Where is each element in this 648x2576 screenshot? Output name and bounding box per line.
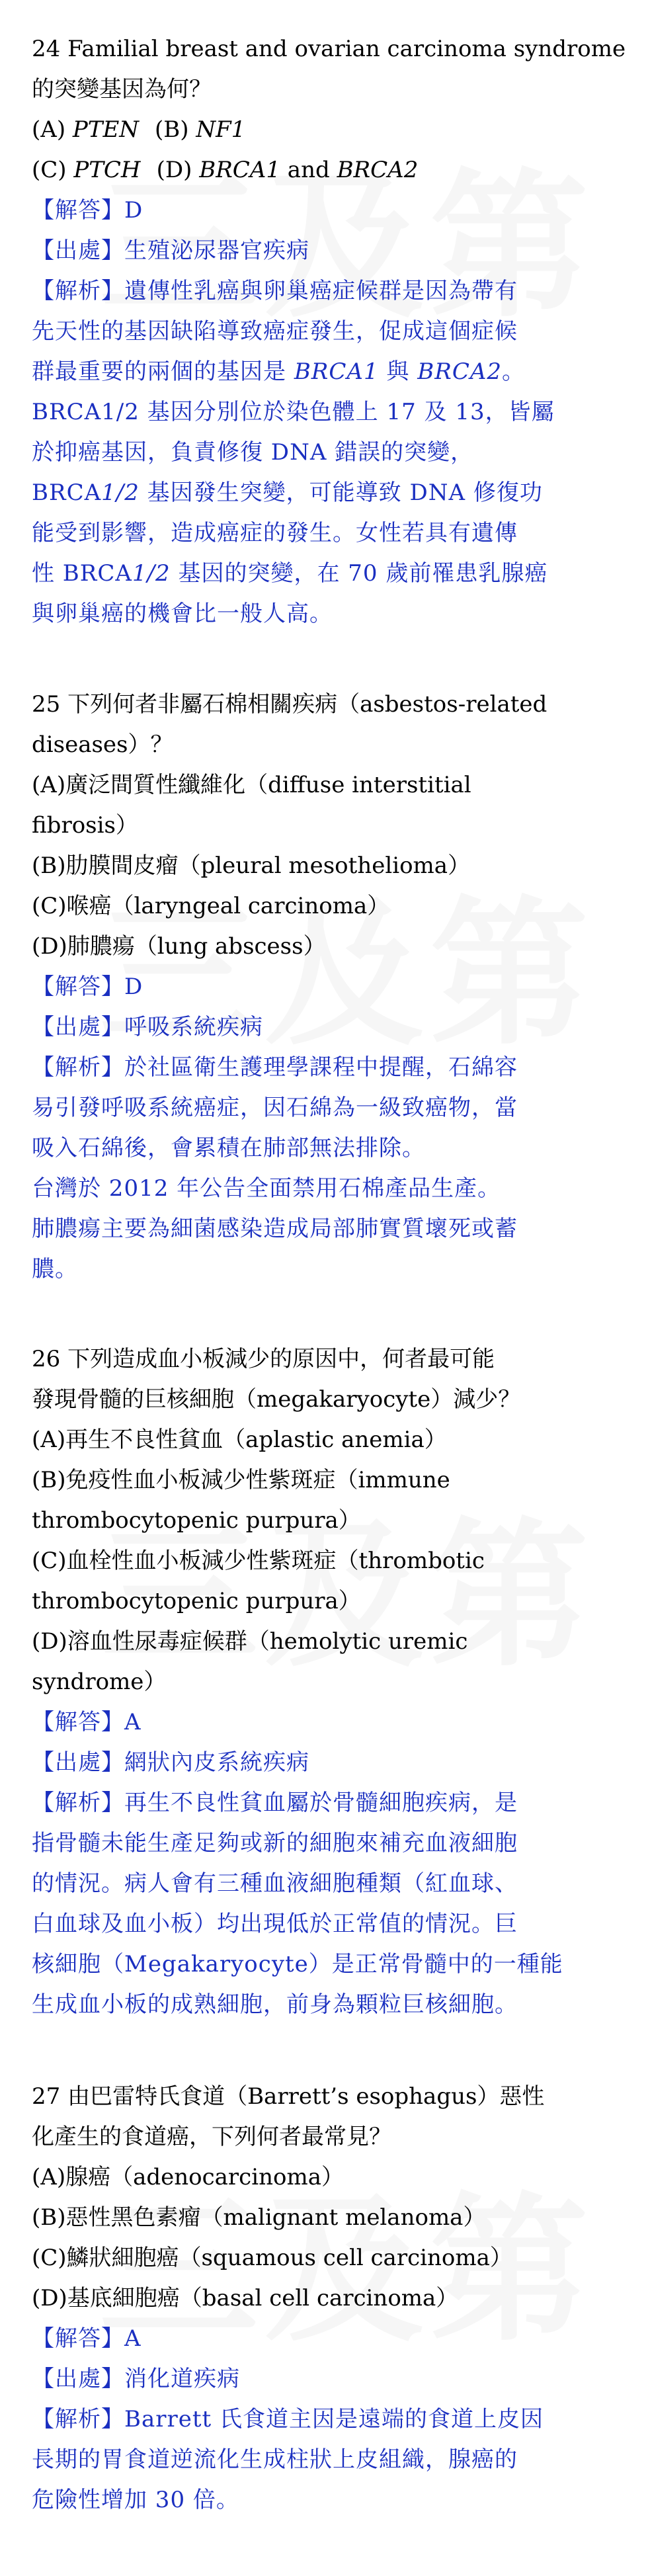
question-text: 26 下列造成血小板減少的原因中，何者最可能 xyxy=(32,1346,495,1372)
question-25 xyxy=(32,685,627,1290)
explanation-line: 於抑癌基因，負責修復 DNA 錯誤的突變， xyxy=(32,439,474,466)
explanation-line: 與卵巢癌的機會比一般人高。 xyxy=(32,601,333,627)
option-a: fibrosis） xyxy=(32,812,138,839)
explanation-line: 群最重要的兩個的基因是 BRCA1 與 BRCA2。 xyxy=(32,358,526,385)
option-a: (A) PTEN xyxy=(32,116,140,143)
explanation-line: 指骨髓未能生產足夠或新的細胞來補充血液細胞 xyxy=(32,1830,518,1856)
explanation-line: 的情況。病人會有三種血液細胞種類（紅血球、 xyxy=(32,1870,518,1897)
option-c: (C)血栓性血小板減少性紫斑症（thrombotic xyxy=(32,1548,485,1574)
explanation-line: 易引發呼吸系統癌症，因石綿為一級致癌物，當 xyxy=(32,1095,518,1121)
explanation-line: 性 BRCA1/2 基因的突變，在 70 歲前罹患乳腺癌 xyxy=(32,560,548,587)
explanation-line: 吸入石綿後，會累積在肺部無法排除。 xyxy=(32,1135,425,1161)
question-26 xyxy=(32,1339,627,2025)
question-text: 化產生的食道癌，下列何者最常見？ xyxy=(32,2124,391,2150)
option-d: (D)溶血性尿毒症候群（hemolytic uremic xyxy=(32,1628,468,1655)
option-b: thrombocytopenic purpura） xyxy=(32,1507,361,1534)
source: 【出處】生殖泌尿器官疾病 xyxy=(32,237,309,264)
explanation-line: 核細胞（Megakaryocyte）是正常骨髓中的一種能 xyxy=(32,1951,563,1977)
explanation-line: 生成血小板的成熟細胞，前身為顆粒巨核細胞。 xyxy=(32,1991,518,2018)
question-27 xyxy=(32,2077,627,2520)
option-c: (C)喉癌（laryngeal carcinoma） xyxy=(32,893,390,919)
explanation-line: 【解析】Barrett 氏食道主因是遠端的食道上皮因 xyxy=(32,2406,544,2432)
option-c: (C)鱗狀細胞癌（squamous cell carcinoma） xyxy=(32,2245,512,2271)
option-row xyxy=(32,110,627,150)
explanation-line: 白血球及血小板）均出現低於正常值的情況。巨 xyxy=(32,1911,518,1937)
explanation-line: 肺膿瘍主要為細菌感染造成局部肺實質壞死或蓄 xyxy=(32,1216,518,1242)
option-c: thrombocytopenic purpura） xyxy=(32,1588,361,1614)
option-d: syndrome） xyxy=(32,1669,167,1695)
option-row xyxy=(32,150,627,190)
option-b: (B)惡性黑色素瘤（malignant melanoma） xyxy=(32,2204,486,2231)
option-b: (B)肋膜間皮瘤（pleural mesothelioma） xyxy=(32,852,471,879)
explanation-line: 先天性的基因缺陷導致癌症發生，促成這個症候 xyxy=(32,318,518,345)
explanation-line: 危險性增加 30 倍。 xyxy=(32,2487,239,2513)
explanation-line: 長期的胃食道逆流化生成柱狀上皮組織，腺癌的 xyxy=(32,2446,518,2473)
question-text: 25 下列何者非屬石棉相關疾病（asbestos-related xyxy=(32,691,547,718)
answer: 【解答】A xyxy=(32,2325,142,2352)
question-24 xyxy=(32,29,627,634)
explanation-line: BRCA1/2 基因分別位於染色體上 17 及 13，皆屬 xyxy=(32,399,555,425)
explanation-line: 台灣於 2012 年公告全面禁用石棉產品生產。 xyxy=(32,1175,501,1202)
option-b: (B) NF1 xyxy=(155,116,246,143)
question-text: 24 Familial breast and ovarian carcinoma syndrome xyxy=(32,36,626,62)
question-text: diseases）？ xyxy=(32,731,173,758)
answer: 【解答】D xyxy=(32,197,143,224)
source: 【出處】呼吸系統疾病 xyxy=(32,1014,263,1040)
explanation-line: 【解析】遺傳性乳癌與卵巢癌症候群是因為帶有 xyxy=(32,278,518,304)
option-d: (D)基底細胞癌（basal cell carcinoma） xyxy=(32,2285,459,2311)
option-d: (D) BRCA1 and BRCA2 xyxy=(156,157,419,183)
question-text: 27 由巴雷特氏食道（Barrett’s esophagus）惡性 xyxy=(32,2083,545,2110)
question-text: 發現骨髓的巨核細胞（megakaryocyte）減少？ xyxy=(32,1386,521,1413)
option-b: (B)免疫性血小板減少性紫斑症（immune xyxy=(32,1467,450,1493)
explanation-line: 膿。 xyxy=(32,1256,78,1282)
explanation-line: 能受到影響，造成癌症的發生。女性若具有遺傳 xyxy=(32,520,518,546)
source: 【出處】消化道疾病 xyxy=(32,2366,240,2392)
explanation-line: 【解析】再生不良性貧血屬於骨髓細胞疾病，是 xyxy=(32,1790,518,1816)
explanation-line: 【解析】於社區衛生護理學課程中提醒，石綿容 xyxy=(32,1054,518,1081)
option-c: (C) PTCH xyxy=(32,157,141,183)
option-a: (A)廣泛間質性纖維化（diffuse interstitial xyxy=(32,772,471,798)
option-d: (D)肺膿瘍（lung abscess） xyxy=(32,933,326,960)
source: 【出處】網狀內皮系統疾病 xyxy=(32,1749,309,1776)
answer: 【解答】A xyxy=(32,1709,142,1735)
explanation-line: BRCA1/2 基因發生突變，可能導致 DNA 修復功 xyxy=(32,479,543,506)
answer: 【解答】D xyxy=(32,974,143,1000)
option-a: (A)再生不良性貧血（aplastic anemia） xyxy=(32,1427,447,1453)
question-text: 的突變基因為何？ xyxy=(32,76,212,103)
option-a: (A)腺癌（adenocarcinoma） xyxy=(32,2164,344,2190)
